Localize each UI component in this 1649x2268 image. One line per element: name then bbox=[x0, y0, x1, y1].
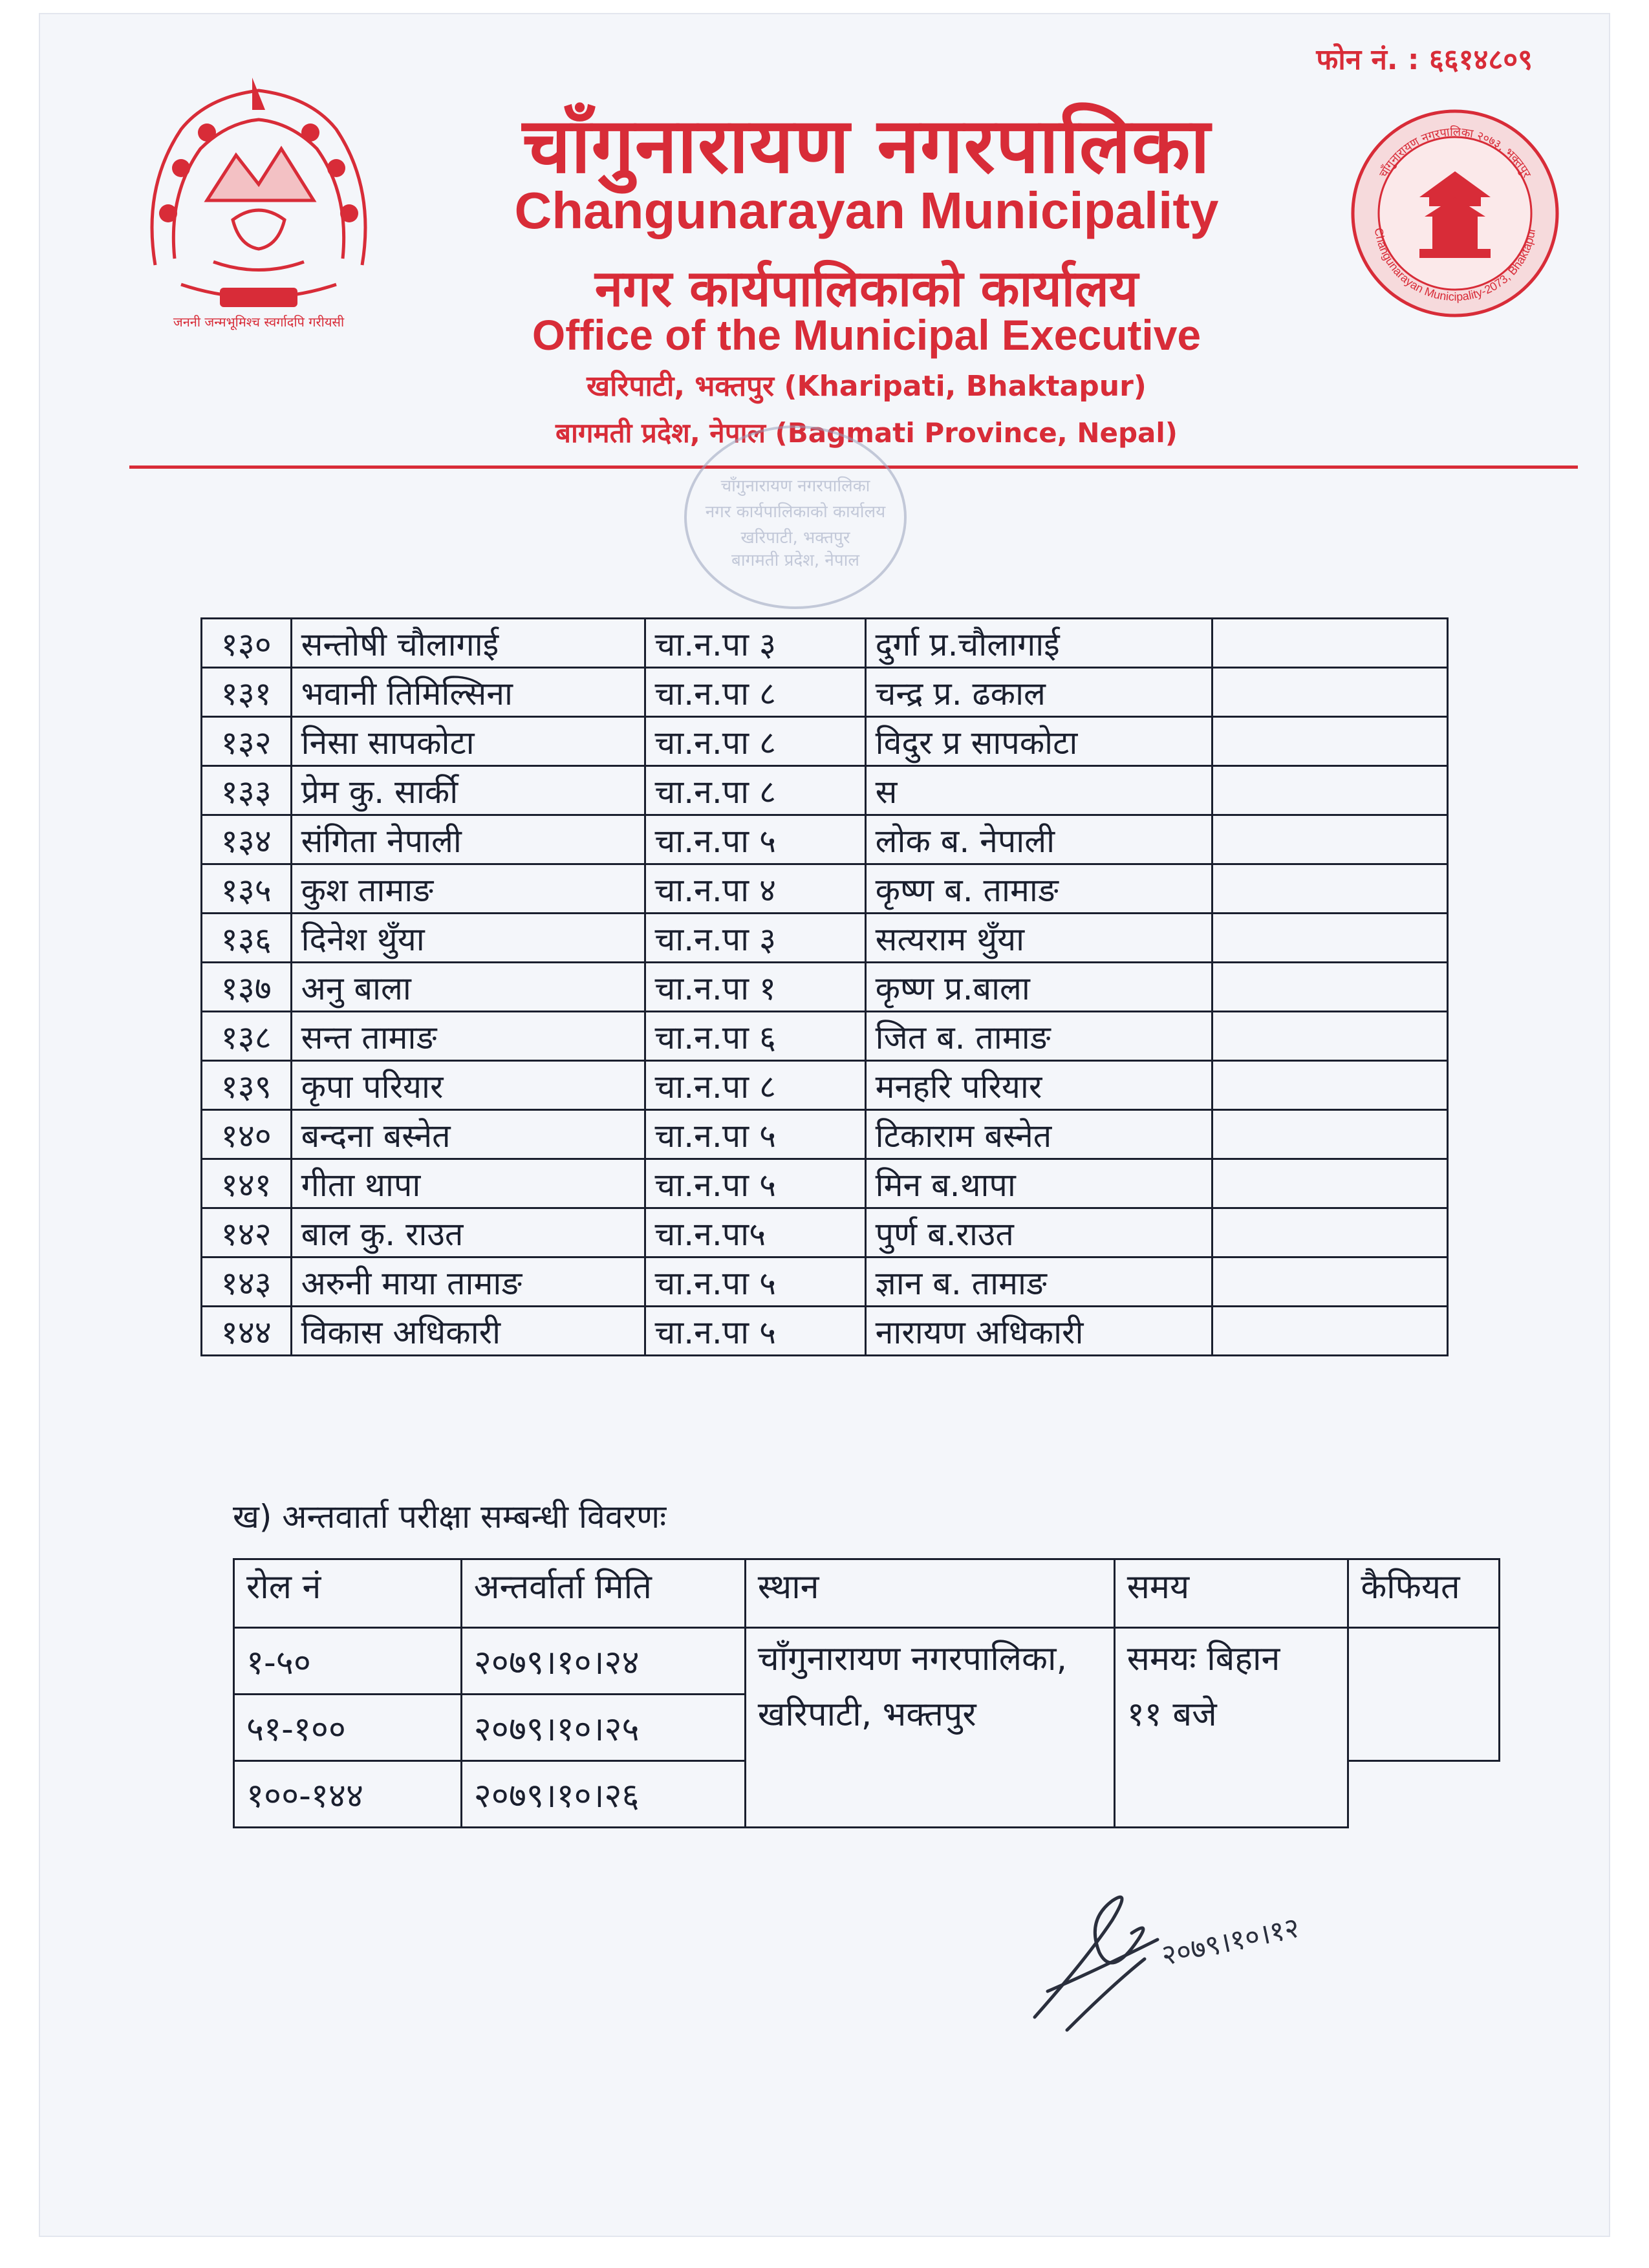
candidate-address: चा.न.पा ३ bbox=[645, 914, 865, 963]
col-venue: स्थान bbox=[745, 1559, 1114, 1628]
remarks-cell bbox=[1348, 1628, 1500, 1761]
col-roll-no: रोल नं bbox=[234, 1559, 462, 1628]
guardian-name: पुर्ण ब.राउत bbox=[865, 1208, 1212, 1257]
roll-range: १-५० bbox=[234, 1628, 462, 1695]
col-remarks: कैफियत bbox=[1348, 1559, 1500, 1628]
remark-cell bbox=[1212, 1257, 1447, 1307]
table-row bbox=[202, 1061, 1448, 1110]
candidate-address: चा.न.पा५ bbox=[645, 1208, 865, 1257]
municipality-seal-icon bbox=[1348, 107, 1562, 320]
phone-number: फोन नं. : ६६१४८०९ bbox=[1316, 43, 1533, 76]
serial-no: १३६ bbox=[202, 914, 292, 963]
remark-cell bbox=[1212, 1307, 1447, 1356]
table-row bbox=[202, 766, 1448, 815]
interview-section-heading: ख) अन्तवार्ता परीक्षा सम्बन्धी विवरणः bbox=[233, 1498, 667, 1535]
remark-cell bbox=[1212, 963, 1447, 1012]
remark-cell bbox=[1212, 914, 1447, 963]
candidate-address: चा.न.पा ८ bbox=[645, 1061, 865, 1110]
office-title-np: नगर कार्यपालिकाको कार्यालय bbox=[594, 260, 1139, 318]
remark-cell bbox=[1212, 1110, 1447, 1159]
serial-no: १३१ bbox=[202, 668, 292, 717]
candidate-name: सन्त तामाङ bbox=[291, 1012, 645, 1061]
interview-date: २०७९।१०।२५ bbox=[461, 1695, 745, 1761]
table-row bbox=[202, 1110, 1448, 1159]
remark-cell bbox=[1212, 668, 1447, 717]
candidate-address: चा.न.पा ५ bbox=[645, 1257, 865, 1307]
guardian-name: कृष्ण ब. तामाङ bbox=[865, 864, 1212, 914]
guardian-name: दुर्गा प्र.चौलागाई bbox=[865, 619, 1212, 668]
col-time: समय bbox=[1114, 1559, 1348, 1628]
col-interview-date: अन्तर्वार्ता मिति bbox=[461, 1559, 745, 1628]
table-row bbox=[202, 1012, 1448, 1061]
serial-no: १४२ bbox=[202, 1208, 292, 1257]
serial-no: १४४ bbox=[202, 1307, 292, 1356]
schedule-header-row bbox=[234, 1559, 1500, 1628]
candidate-table bbox=[200, 617, 1449, 1356]
candidate-address: चा.न.पा ५ bbox=[645, 1307, 865, 1356]
candidate-name: कृपा परियार bbox=[291, 1061, 645, 1110]
serial-no: १४० bbox=[202, 1110, 292, 1159]
candidate-address: चा.न.पा ५ bbox=[645, 1159, 865, 1208]
candidate-name: बाल कु. राउत bbox=[291, 1208, 645, 1257]
table-row bbox=[202, 1307, 1448, 1356]
time-line-1: समयः बिहान bbox=[1126, 1640, 1280, 1678]
candidate-address: चा.न.पा ६ bbox=[645, 1012, 865, 1061]
emblem-motto: जननी जन्मभूमिश्च स्वर्गादपि गरीयसी bbox=[173, 314, 345, 330]
table-row bbox=[202, 619, 1448, 668]
candidate-name: संगिता नेपाली bbox=[291, 815, 645, 864]
guardian-name: टिकाराम बस्नेत bbox=[865, 1110, 1212, 1159]
table-row bbox=[202, 668, 1448, 717]
remark-cell bbox=[1212, 766, 1447, 815]
venue-line-1: चाँगुनारायण नगरपालिका, bbox=[757, 1640, 1067, 1678]
candidate-address: चा.न.पा ५ bbox=[645, 1110, 865, 1159]
serial-no: १३७ bbox=[202, 963, 292, 1012]
candidate-address: चा.न.पा ८ bbox=[645, 717, 865, 766]
candidate-address: चा.न.पा ८ bbox=[645, 668, 865, 717]
candidate-address: चा.न.पा १ bbox=[645, 963, 865, 1012]
guardian-name: मनहरि परियार bbox=[865, 1061, 1212, 1110]
stamp-line-2: नगर कार्यपालिकाको कार्यालय bbox=[705, 502, 886, 522]
signature-date: २०७९।१०।१२ bbox=[1158, 1910, 1302, 1973]
candidate-name: भवानी तिमिल्सिना bbox=[291, 668, 645, 717]
serial-no: १३३ bbox=[202, 766, 292, 815]
remark-cell bbox=[1212, 1208, 1447, 1257]
time-cell bbox=[1114, 1628, 1348, 1828]
guardian-name: ज्ञान ब. तामाङ bbox=[865, 1257, 1212, 1307]
remark-cell bbox=[1212, 815, 1447, 864]
guardian-name: लोक ब. नेपाली bbox=[865, 815, 1212, 864]
candidate-name: कुश तामाङ bbox=[291, 864, 645, 914]
guardian-name: नारायण अधिकारी bbox=[865, 1307, 1212, 1356]
remark-cell bbox=[1212, 1012, 1447, 1061]
table-row bbox=[202, 717, 1448, 766]
guardian-name: जित ब. तामाङ bbox=[865, 1012, 1212, 1061]
table-row bbox=[202, 1257, 1448, 1307]
roll-range: ५१-१०० bbox=[234, 1695, 462, 1761]
table-row bbox=[202, 815, 1448, 864]
guardian-name: मिन ब.थापा bbox=[865, 1159, 1212, 1208]
serial-no: १३२ bbox=[202, 717, 292, 766]
guardian-name: विदुर प्र सापकोटा bbox=[865, 717, 1212, 766]
stamp-line-3: खरिपाटी, भक्तपुर bbox=[740, 528, 850, 548]
address-line-1: खरिपाटी, भक्तपुर (Kharipati, Bhaktapur) bbox=[587, 370, 1147, 403]
table-row bbox=[202, 963, 1448, 1012]
address-line-2: बागमती प्रदेश, नेपाल (Bagmati Province, Nepal) bbox=[555, 417, 1178, 449]
candidate-name: बन्दना बस्नेत bbox=[291, 1110, 645, 1159]
venue-cell bbox=[745, 1628, 1114, 1828]
serial-no: १४१ bbox=[202, 1159, 292, 1208]
empty-cell bbox=[1348, 1761, 1500, 1828]
candidate-name: अनु बाला bbox=[291, 963, 645, 1012]
serial-no: १३९ bbox=[202, 1061, 292, 1110]
remark-cell bbox=[1212, 717, 1447, 766]
interview-date: २०७९।१०।२६ bbox=[461, 1761, 745, 1828]
candidate-name: दिनेश थुँया bbox=[291, 914, 645, 963]
table-row bbox=[202, 1159, 1448, 1208]
candidate-name: निसा सापकोटा bbox=[291, 717, 645, 766]
venue-line-2: खरिपाटी, भक्तपुर bbox=[757, 1695, 976, 1734]
municipality-title-en: Changunarayan Municipality bbox=[514, 182, 1219, 239]
guardian-name: सत्यराम थुँया bbox=[865, 914, 1212, 963]
office-title-en: Office of the Municipal Executive bbox=[532, 311, 1202, 359]
remark-cell bbox=[1212, 864, 1447, 914]
seal-top-text: चाँगुनारायण नगरपालिका २०७३, भक्तपुर bbox=[1376, 125, 1534, 180]
signature-icon bbox=[1009, 1862, 1371, 2043]
seal-bottom-text: Changunarayan Municipality-2073, Bhaktapur bbox=[1372, 226, 1538, 304]
municipality-title-np: चाँगुनारायण नगरपालिका bbox=[522, 101, 1211, 190]
candidate-name: विकास अधिकारी bbox=[291, 1307, 645, 1356]
schedule-row bbox=[234, 1628, 1500, 1695]
stamp-line-4: बागमती प्रदेश, नेपाल bbox=[731, 551, 859, 570]
candidate-address: चा.न.पा ८ bbox=[645, 766, 865, 815]
candidate-name: सन्तोषी चौलागाई bbox=[291, 619, 645, 668]
interview-date: २०७९।१०।२४ bbox=[461, 1628, 745, 1695]
roll-range: १००-१४४ bbox=[234, 1761, 462, 1828]
nepal-emblem-icon bbox=[129, 71, 388, 336]
guardian-name: स bbox=[865, 766, 1212, 815]
serial-no: १३४ bbox=[202, 815, 292, 864]
candidate-address: चा.न.पा ३ bbox=[645, 619, 865, 668]
remark-cell bbox=[1212, 619, 1447, 668]
remark-cell bbox=[1212, 1159, 1447, 1208]
office-stamp-icon bbox=[679, 420, 912, 621]
serial-no: १४३ bbox=[202, 1257, 292, 1307]
table-row bbox=[202, 1208, 1448, 1257]
serial-no: १३० bbox=[202, 619, 292, 668]
table-row bbox=[202, 914, 1448, 963]
candidate-address: चा.न.पा ५ bbox=[645, 815, 865, 864]
table-row bbox=[202, 864, 1448, 914]
candidate-name: प्रेम कु. सार्की bbox=[291, 766, 645, 815]
time-line-2: ११ बजे bbox=[1126, 1695, 1217, 1734]
candidate-name: गीता थापा bbox=[291, 1159, 645, 1208]
interview-schedule-table bbox=[233, 1558, 1500, 1828]
guardian-name: चन्द्र प्र. ढकाल bbox=[865, 668, 1212, 717]
remark-cell bbox=[1212, 1061, 1447, 1110]
stamp-line-1: चाँगुनारायण नगरपालिका bbox=[720, 476, 870, 496]
candidate-name: अरुनी माया तामाङ bbox=[291, 1257, 645, 1307]
guardian-name: कृष्ण प्र.बाला bbox=[865, 963, 1212, 1012]
serial-no: १३८ bbox=[202, 1012, 292, 1061]
candidate-address: चा.न.पा ४ bbox=[645, 864, 865, 914]
serial-no: १३५ bbox=[202, 864, 292, 914]
